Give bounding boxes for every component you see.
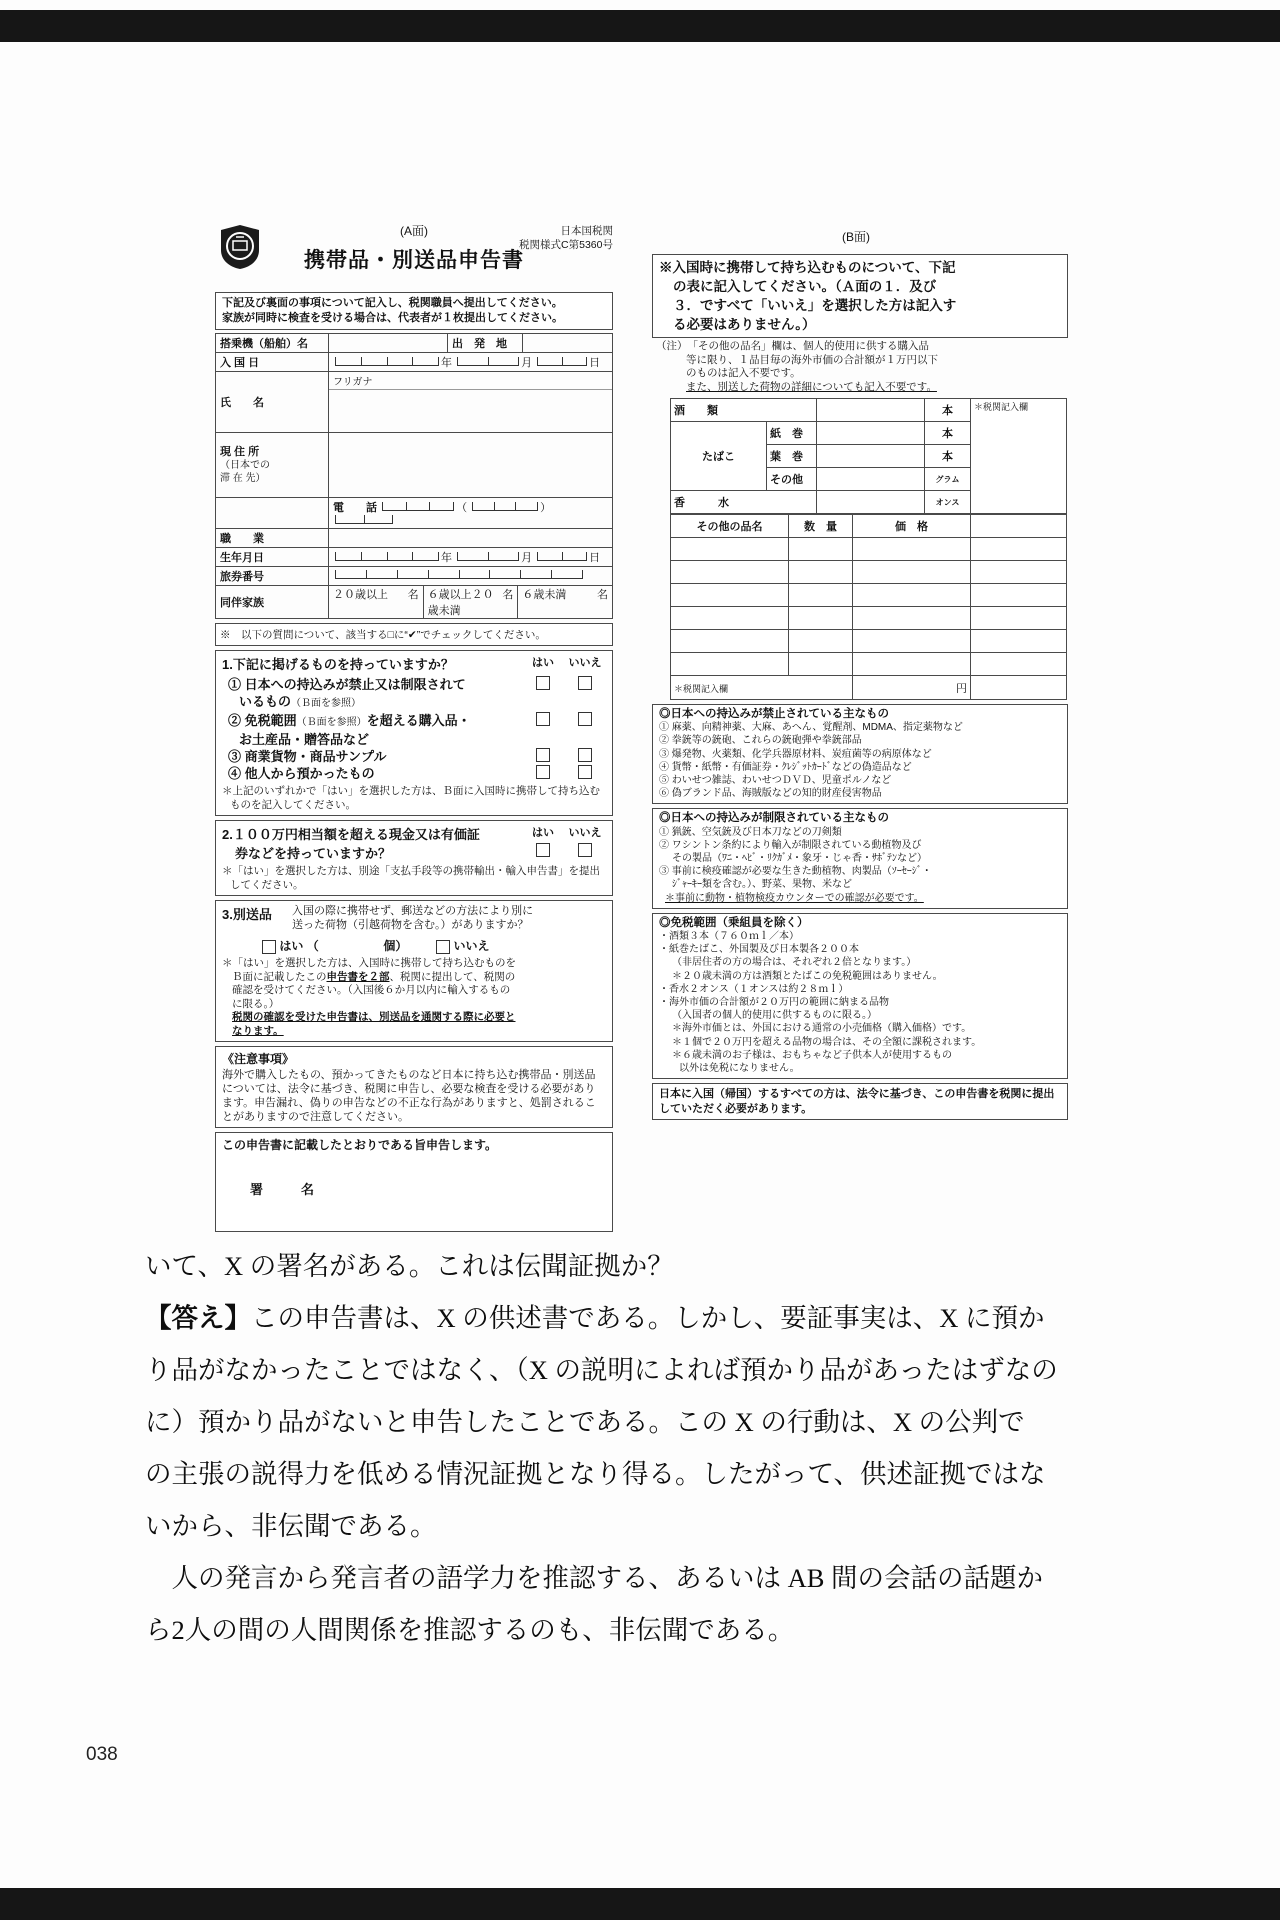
table-row [216,433,613,498]
restricted-note: ＊事前に動物・植物検疫カウンターでの確認が必要です。 [665,892,924,904]
name-label: 氏 名 [216,372,329,433]
day-suffix: 日 [589,357,601,369]
question-3-note-1: ＊「はい」を選択した方は、入国時に携帯して持ち込むものを [222,957,516,969]
declaration-statement: この申告書に記載したとおりである旨申告します。 [222,1138,498,1152]
duty-free-line: （入国者の個人的使用に供するものに限る。） [672,1010,877,1022]
question-1 [215,650,613,816]
duty-free-line: （非居住者の方の場合は、それぞれ２倍となります。） [672,957,917,969]
instruction-line: 下記及び裏面の事項について記入し、税関職員へ提出してください。 [222,297,563,309]
departure-field [523,334,613,353]
q2-yes-checkbox [536,843,550,857]
caution-title: 《注意事項》 [222,1052,295,1066]
q1-item-1: ① 日本への持込みが禁止又は制限されて [228,677,466,692]
table-row [671,515,1067,538]
name-field [329,372,613,433]
q3-no-checkbox [436,940,450,954]
perfume-unit: オンス [925,491,971,514]
entry-date-label: 入 国 日 [216,353,329,372]
other-tobacco-unit: グラム [925,468,971,491]
caution-body: 海外で購入したもの、預かってきたものなど日本に持ち込む携帯品・別送品については、法令に基づき、税関に申告し、必要な検査を受ける必要があります。申告漏れ、偽りの申告などの不正な行為がありますと、処罰されることがありますので注意してください。 [222,1069,596,1123]
paren: ） [540,502,552,514]
cigar-label: 葉 巻 [767,445,817,468]
day-suffix: 日 [589,552,601,564]
prohibited-items-section [652,704,1068,804]
table-row [671,584,1067,607]
q1-item-1-cont: いるもの（Ｂ面を参照） [239,694,362,709]
restricted-item: ① 猟銃、空気銃及び日本刀などの刀剣類 [659,826,842,838]
birthdate-field [329,548,613,567]
sake-label: 酒 類 [671,399,817,422]
table-row [671,561,1067,584]
table-row [671,653,1067,676]
prohibited-item: ③ 爆発物、火薬類、化学兵器原材料、炭疽菌等の病原体など [659,748,932,760]
restricted-item: ③ 事前に検疫確認が必要な生きた動植物、肉製品（ｿｰｾｰｼﾞ・ [659,866,932,878]
address-label-line: （日本での [220,459,270,471]
phone-label: 電 話 [333,502,377,514]
other-goods-table [670,514,1067,700]
goods-row-field [671,538,789,561]
table-row [216,529,613,548]
other-tobacco-label: その他 [767,468,817,491]
question-3-note-3: 確認を受けてください。（入国後６か月以内に輸入するもの [232,984,511,996]
japan-customs-logo-icon [219,224,261,275]
customs-form-back [652,240,1068,1120]
body-line: ら2人の間の人間関係を推認するのも、非伝聞である。 [145,1615,795,1645]
q1-item-3: ③ 商業貨物・商品サンプル [228,749,387,764]
restricted-title: ◎日本への持込みが制限されている主なもの [659,812,889,825]
q1-item3-yes-checkbox [536,748,550,762]
declaration-section [215,1132,613,1232]
sake-qty-field [817,399,925,422]
body-line: いて、X の署名がある。これは伝聞証拠か？ [145,1251,674,1281]
form-b-side-label: (B面) [842,230,870,244]
prohibited-item: ⑥ 偽ブランド品、海賊版などの知的財産侵害物品 [659,788,882,800]
question-2-note: ＊「はい」を選択した方は、別途「支払手段等の携帯輸出・輸入申告書」を提出してください。 [222,865,600,891]
restricted-item-cont: その製品（ﾜﾆ・ﾍﾋﾞ・ﾘｸｶﾞﾒ・象牙・じゃ香・ｻﾎﾞﾃﾝなど） [672,853,927,865]
table-row [671,630,1067,653]
cigar-unit: 本 [925,445,971,468]
q1-item4-no-checkbox [578,765,592,779]
occupation-label: 職 業 [216,529,329,548]
form-a-header [215,222,613,288]
question-3-label: 3.別送品 [222,907,272,922]
page-number: 038 [86,1744,118,1765]
page-bottom-bar [0,1888,1280,1920]
answer-marker: 【答え】 [145,1303,251,1333]
question-3-desc: 入国の際に携帯せず、郵送などの方法により別に 送った荷物（引越荷物を含む。）がありますか？ [292,905,534,931]
phone-field [329,498,613,529]
goods-row-field [671,653,789,676]
q2-no-checkbox [578,843,592,857]
body-line: 【答え】この申告書は、X の供述書である。しかし、要証事実は、X に預か [145,1303,1045,1333]
duty-free-section [652,913,1068,1079]
price-header: 価 格 [853,515,971,538]
dutiable-goods-table [670,398,1067,514]
body-line: り品がなかったことではなく、（X の説明によれば預かり品があったはずなの [145,1355,1058,1385]
prohibited-title: ◎日本への持込みが禁止されている主なもの [659,708,889,720]
table-row [216,548,613,567]
check-instruction: ※ 以下の質問について、該当する□に“✔”でチェックしてください。 [215,623,613,646]
customs-entry-label: ＊税関記入欄 [671,676,853,700]
duty-free-line: ＊６歳未満のお子様は、おもちゃなど子供本人が使用するもの [672,1049,952,1061]
flight-field [329,334,448,353]
duty-free-line: ・酒類３本（７６０ｍｌ／本） [659,931,799,943]
sake-unit: 本 [925,399,971,422]
other-tobacco-qty-field [817,468,925,491]
table-row [216,567,613,586]
question-3-note-4: に限る。） [232,997,280,1010]
prohibited-item: ⑤ わいせつ雑誌、わいせつＤＶＤ、児童ポルノなど [659,775,892,787]
family-minors: ６歳以上２０歳未満 名 [423,586,518,618]
table-row [216,353,613,372]
duty-free-line: ・海外市価の合計額が２０万円の範囲に納まる品物 [659,997,889,1009]
table-row [216,372,613,433]
form-a-side-label: (A面) [400,224,428,238]
question-2-title-1: 2.１００万円相当額を超える現金又は有価証 [222,827,480,842]
form-code: 税関様式C第5360号 [519,239,613,251]
customs-cell [971,515,1067,538]
perfume-qty-field [817,491,925,514]
goods-row-field [671,630,789,653]
table-row [671,399,1067,422]
yes-header: はい [532,657,554,669]
q1-item-2-cont: お土産品・贈答品など [239,732,370,747]
table-row [216,586,613,619]
goods-name-header: その他の品名 [671,515,789,538]
q1-item2-yes-checkbox [536,712,550,726]
q1-item1-yes-checkbox [536,676,550,690]
family-label: 同伴家族 [216,586,329,619]
restricted-item-cont: ｼﾞｬｰｷｰ類を含む。）、野菜、果物、米など [672,879,852,891]
page-top-bar [0,10,1280,42]
table-row [216,334,613,353]
cigarette-label: 紙 巻 [767,422,817,445]
body-line: いから、非伝聞である。 [145,1511,437,1541]
furigana-label: フリガナ [329,372,612,390]
no-header: いいえ [568,657,602,669]
question-1-title: 1.下記に掲げるものを持っていますか？ [222,657,454,672]
tobacco-label: たばこ [671,422,767,491]
question-2 [215,820,613,896]
question-3-note-5: 税関の確認を受けた申告書は、別送品を通関する際に必要と [232,1011,516,1023]
passport-label: 旅券番号 [216,567,329,586]
traveler-info-table [215,333,613,619]
body-line: に）預かり品がないと申告したことである。この X の行動は、X の公判で [145,1407,1025,1437]
month-suffix: 月 [521,552,533,564]
duty-free-line: ・香水２オンス（１オンスは約２８ｍｌ） [659,983,849,995]
prohibited-item: ① 麻薬、向精神薬、大麻、あへん、覚醒剤、MDMA、指定薬物など [659,722,963,734]
goods-row-field [671,584,789,607]
year-suffix: 年 [441,552,452,564]
restricted-items-section [652,808,1068,908]
address-field [329,433,613,498]
family-adults: ２０歳以上 名 [333,589,419,601]
passport-field [329,567,613,586]
family-children: ６歳未満 名 [517,586,612,618]
address-label-line: 滞 在 先） [220,472,266,484]
no-header: いいえ [568,827,602,839]
question-2-title-2: 券などを持っていますか？ [235,846,392,861]
restricted-item: ② ワシントン条約により輸入が制限されている動植物及び [659,839,922,851]
paren: （ [456,502,468,514]
flight-label: 搭乗機（船舶）名 [216,334,329,353]
question-3-note-6: なります。 [232,1024,284,1037]
form-a-title: 携帯品・別送品申告書 [304,249,524,272]
caution-section [215,1046,613,1128]
body-line: 人の発言から発言者の語学力を推認する、あるいは AB 間の会話の話題か [145,1563,1044,1593]
goods-row-field [671,561,789,584]
signature-label: 署 名 [250,1182,319,1197]
form-b-note: （注） 「その他の品名」欄は、個人的使用に供する購入品 等に限り、１品目毎の海外市価の合計額が１万円以下 のものは記入不要です。 また、別送した荷物の詳細についても記入不要です。 [656,340,938,393]
departure-label: 出 発 地 [448,334,523,353]
question-1-note: ＊上記のいずれかで「はい」を選択した方は、Ｂ面に入国時に携帯して持ち込むものを記入してください。 [222,785,600,811]
form-b-footer: 日本に入国（帰国）するすべての方は、法令に基づき、この申告書を税関に提出していただく必要があります。 [652,1083,1068,1120]
q1-item1-no-checkbox [578,676,592,690]
occupation-field [329,529,613,548]
quantity-header: 数 量 [789,515,853,538]
book-body-text [145,1240,1147,1656]
total-yen-cell: 円 [853,676,971,700]
duty-free-line: ＊１個で２０万円を超える品物の場合は、その全額に課税されます。 [672,1036,982,1048]
perfume-label: 香 水 [671,491,817,514]
q1-item-4: ④ 他人から預かったもの [228,766,375,781]
yes-header: はい [532,827,554,839]
form-a-agency [519,224,613,252]
instruction-line: 家族が同時に検査を受ける場合は、代表者が１枚提出してください。 [222,312,563,324]
form-a-instructions [215,292,613,330]
form-b-notice: ※入国時に携帯して持ち込むものについて、下記 の表に記入してください。（Ａ面の１．及び ３．ですべて「いいえ」を選択した方は記入す る必要はありません。） [652,254,1068,338]
table-row [216,498,613,529]
question-3 [215,900,613,1042]
goods-row-field [671,607,789,630]
customs-form-front [215,222,613,1232]
year-suffix: 年 [441,357,452,369]
q1-item4-yes-checkbox [536,765,550,779]
duty-free-line: ＊海外市価とは、外国における通常の小売価格（購入価格）です。 [672,1023,972,1035]
duty-free-line: ・紙巻たばこ、外国製及び日本製各２００本 [659,944,859,956]
table-row [671,538,1067,561]
duty-free-line: ＊２０歳未満の方は酒類とたばこの免税範囲はありません。 [672,970,943,982]
customs-use-column: ＊税関記入欄 [971,399,1067,514]
cigarette-qty-field [817,422,925,445]
question-3-answer-row: はい （ 個） いいえ [262,937,606,954]
q1-item3-no-checkbox [578,748,592,762]
prohibited-item: ④ 貨幣・紙幣・有価証券・ｸﾚｼﾞｯﾄｶｰﾄﾞなどの偽造品など [659,761,912,773]
body-line: の主張の説得力を低める情況証拠となり得る。したがって、供述証拠ではな [145,1459,1046,1489]
address-label [216,433,329,498]
agency-name: 日本国税関 [560,225,613,237]
q1-item-2: ② 免税範囲（Ｂ面を参照）を超える購入品・ [228,713,471,728]
q3-yes-checkbox [262,940,276,954]
family-field [329,586,613,619]
table-row [671,607,1067,630]
birthdate-label: 生年月日 [216,548,329,567]
month-suffix: 月 [521,357,533,369]
question-3-note-2: Ｂ面に記載したこの申告書を２部、税関に提出して、税関の [232,970,516,983]
cigar-qty-field [817,445,925,468]
entry-date-field [329,353,613,372]
prohibited-item: ② 拳銃等の銃砲、これらの銃砲弾や拳銃部品 [659,735,862,747]
q1-item2-no-checkbox [578,712,592,726]
phone-label-cell [216,498,329,529]
table-row [671,676,1067,700]
address-label-line: 現 住 所 [220,445,260,458]
duty-free-line: 以外は免税になりません。 [679,1063,800,1075]
cigarette-unit: 本 [925,422,971,445]
duty-free-title: ◎免税範囲（乗組員を除く） [659,916,809,929]
